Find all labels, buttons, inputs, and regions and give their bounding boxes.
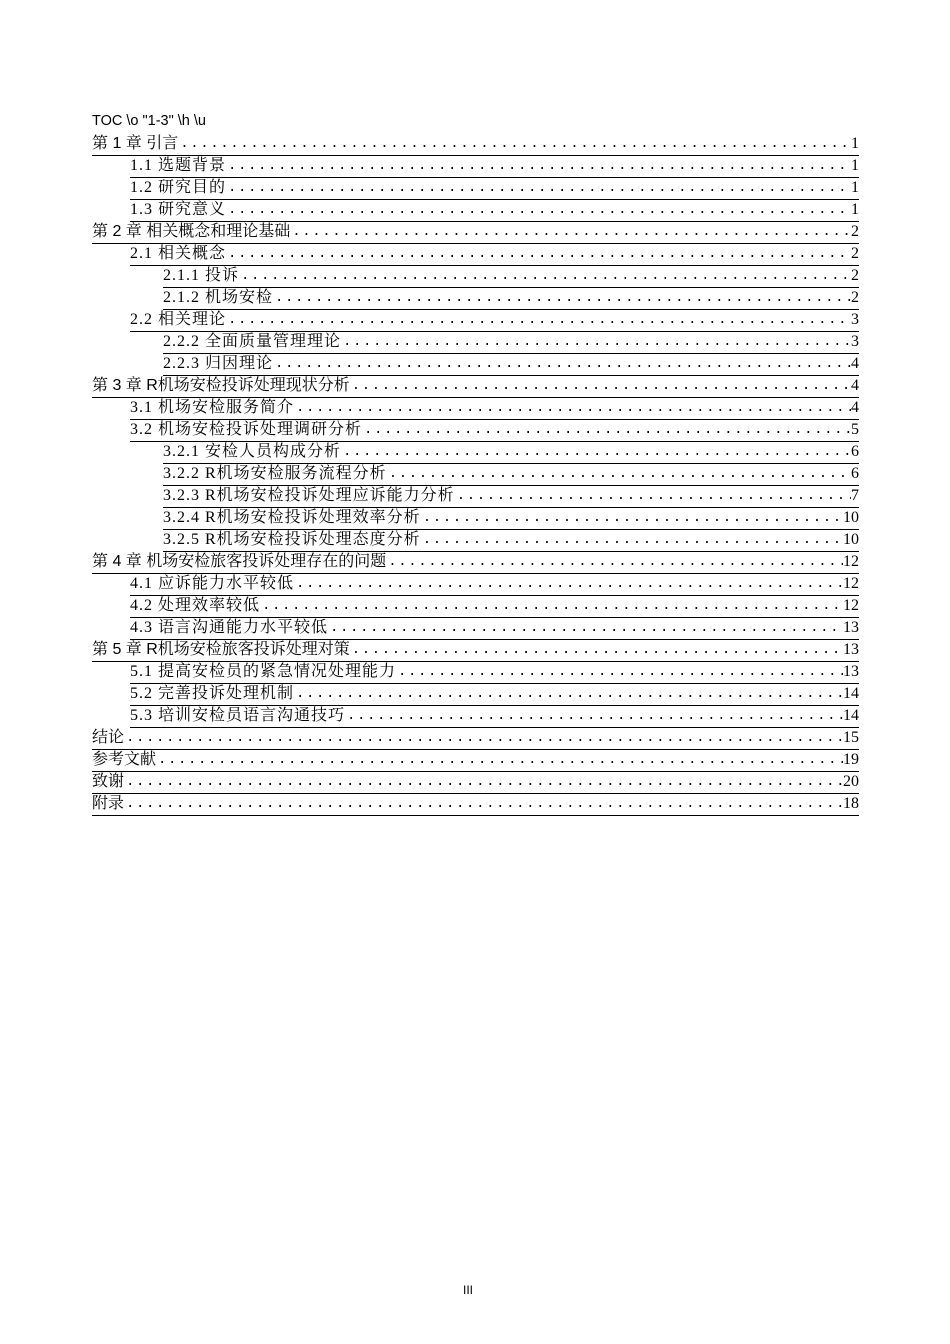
toc-entry-page: 10 [843,531,859,548]
toc-field-code: TOC \o "1-3" \h \u [92,113,206,129]
toc-entry[interactable] [92,772,859,794]
toc-entry-title: 结论 [92,729,125,746]
toc-leader-dots [364,420,851,441]
toc-entry-title: 5.2 完善投诉处理机制 [130,685,295,702]
toc-leader-dots [330,618,843,639]
toc-entry[interactable] [92,376,859,398]
toc-entry[interactable] [92,552,859,574]
toc-entry-page: 1 [851,157,859,174]
toc-entry-page: 10 [843,509,859,526]
toc-entry[interactable] [130,244,859,266]
toc-entry-page: 13 [843,619,859,636]
toc-entry-page: 13 [843,663,859,680]
toc-leader-dots [423,530,843,551]
toc-leader-dots [275,354,851,375]
toc-leader-dots [457,486,851,507]
toc-entry[interactable] [130,398,859,420]
toc-entry-title: 5.3 培训安检员语言沟通技巧 [130,707,346,724]
toc-entry-title: 参考文献 [92,751,157,768]
toc-leader-dots [126,728,843,749]
toc-entry[interactable] [130,706,859,728]
toc-entry-title: 1.1 选题背景 [130,157,227,174]
toc-entry[interactable] [130,574,859,596]
toc-entry-page: 1 [851,179,859,196]
toc-entry-title: 3.2.5 R机场安检投诉处理态度分析 [163,531,421,548]
toc-leader-dots [389,464,851,485]
toc-entry-title: 4.1 应诉能力水平较低 [130,575,295,592]
toc-entry[interactable] [163,464,859,486]
toc-entry-page: 7 [851,487,859,504]
toc-entry[interactable] [92,794,859,816]
toc-entry[interactable] [130,178,859,200]
toc-leader-dots [126,772,843,793]
toc-entry-title: 第 3 章 R机场安检投诉处理现状分析 [92,377,350,394]
toc-entry[interactable] [92,134,859,156]
toc-entry-title: 3.1 机场安检服务简介 [130,399,295,416]
toc-entry[interactable] [130,618,859,640]
toc-entry-page: 12 [843,597,859,614]
toc-entry[interactable] [163,442,859,464]
toc-leader-dots [352,640,843,661]
toc-entry-title: 3.2 机场安检投诉处理调研分析 [130,421,363,438]
toc-entry-page: 14 [843,707,859,724]
toc-entry-title: 第 4 章 机场安检旅客投诉处理存在的问题 [92,553,387,570]
toc-leader-dots [228,310,851,331]
toc-entry-page: 5 [851,421,859,438]
toc-entry-page: 14 [843,685,859,702]
toc-entry-title: 1.3 研究意义 [130,201,227,218]
toc-entry-page: 2 [851,223,859,240]
toc-entry[interactable] [163,354,859,376]
toc-entry-page: 12 [843,575,859,592]
toc-entry[interactable] [130,420,859,442]
toc-leader-dots [228,156,851,177]
toc-entry[interactable] [163,508,859,530]
toc-entry-title: 2.2.2 全面质量管理理论 [163,333,342,350]
toc-entry-page: 3 [851,311,859,328]
toc-entry-title: 第 5 章 R机场安检旅客投诉处理对策 [92,641,350,658]
toc-entry[interactable] [92,640,859,662]
toc-entry-page: 3 [851,333,859,350]
toc-entry-page: 4 [851,399,859,416]
toc-leader-dots [262,596,843,617]
toc-leader-dots [423,508,843,529]
toc-entry-page: 6 [851,443,859,460]
toc-entry[interactable] [130,156,859,178]
toc-entry-page: 4 [851,377,859,394]
toc-entry-page: 1 [851,201,859,218]
toc-entry[interactable] [92,222,859,244]
toc-entry[interactable] [92,728,859,750]
toc-entry[interactable] [130,200,859,222]
toc-entry-title: 3.2.3 R机场安检投诉处理应诉能力分析 [163,487,455,504]
toc-leader-dots [347,706,843,727]
toc-leader-dots [180,134,851,155]
toc-leader-dots [388,552,843,573]
toc-leader-dots [296,574,843,595]
toc-leader-dots [292,222,851,243]
toc-entry[interactable] [130,596,859,618]
toc-leader-dots [398,662,843,683]
toc-entry-title: 致谢 [92,773,125,790]
toc-entry-page: 2 [851,289,859,306]
toc-entry[interactable] [163,266,859,288]
toc-entry-title: 4.3 语言沟通能力水平较低 [130,619,329,636]
toc-entry-page: 1 [851,135,859,152]
toc-entry-title: 3.2.2 R机场安检服务流程分析 [163,465,387,482]
toc-entry-page: 13 [843,641,859,658]
toc-leader-dots [126,794,843,815]
toc-entry-title: 2.1.1 投诉 [163,267,240,284]
toc-leader-dots [241,266,851,287]
toc-entry-title: 1.2 研究目的 [130,179,227,196]
toc-entry-title: 3.2.4 R机场安检投诉处理效率分析 [163,509,421,526]
toc-entry-title: 2.1.2 机场安检 [163,289,274,306]
toc-entry-title: 第 2 章 相关概念和理论基础 [92,223,291,240]
toc-entry-title: 4.2 处理效率较低 [130,597,261,614]
toc-entry-page: 12 [843,553,859,570]
toc-leader-dots [352,376,851,397]
toc-entry[interactable] [92,750,859,772]
page-number: III [462,1283,473,1297]
toc-leader-dots [228,178,851,199]
toc-leader-dots [228,244,851,265]
toc-entry-page: 20 [843,773,859,790]
toc-leader-dots [228,200,851,221]
toc-entry-title: 3.2.1 安检人员构成分析 [163,443,342,460]
toc-entry-title: 附录 [92,795,125,812]
toc-entry-title: 2.2.3 归因理论 [163,355,274,372]
toc-leader-dots [296,684,843,705]
toc-entry-page: 15 [843,729,859,746]
toc-entry[interactable] [163,486,859,508]
toc-leader-dots [296,398,851,419]
toc-entry-page: 19 [843,751,859,768]
toc-entry[interactable] [163,332,859,354]
toc-entry-page: 18 [843,795,859,812]
toc-entry-page: 2 [851,267,859,284]
toc-entry-title: 2.1 相关概念 [130,245,227,262]
toc-entry[interactable] [130,684,859,706]
table-of-contents [92,134,859,816]
toc-entry-page: 2 [851,245,859,262]
toc-leader-dots [343,332,851,353]
toc-entry-title: 第 1 章 引言 [92,135,179,152]
toc-entry[interactable] [163,530,859,552]
toc-leader-dots [275,288,851,309]
toc-entry-page: 4 [851,355,859,372]
toc-entry-page: 6 [851,465,859,482]
toc-entry-title: 2.2 相关理论 [130,311,227,328]
toc-leader-dots [343,442,851,463]
toc-entry[interactable] [163,288,859,310]
toc-leader-dots [158,750,843,771]
toc-entry[interactable] [130,310,859,332]
toc-entry-title: 5.1 提高安检员的紧急情况处理能力 [130,663,397,680]
toc-entry[interactable] [130,662,859,684]
